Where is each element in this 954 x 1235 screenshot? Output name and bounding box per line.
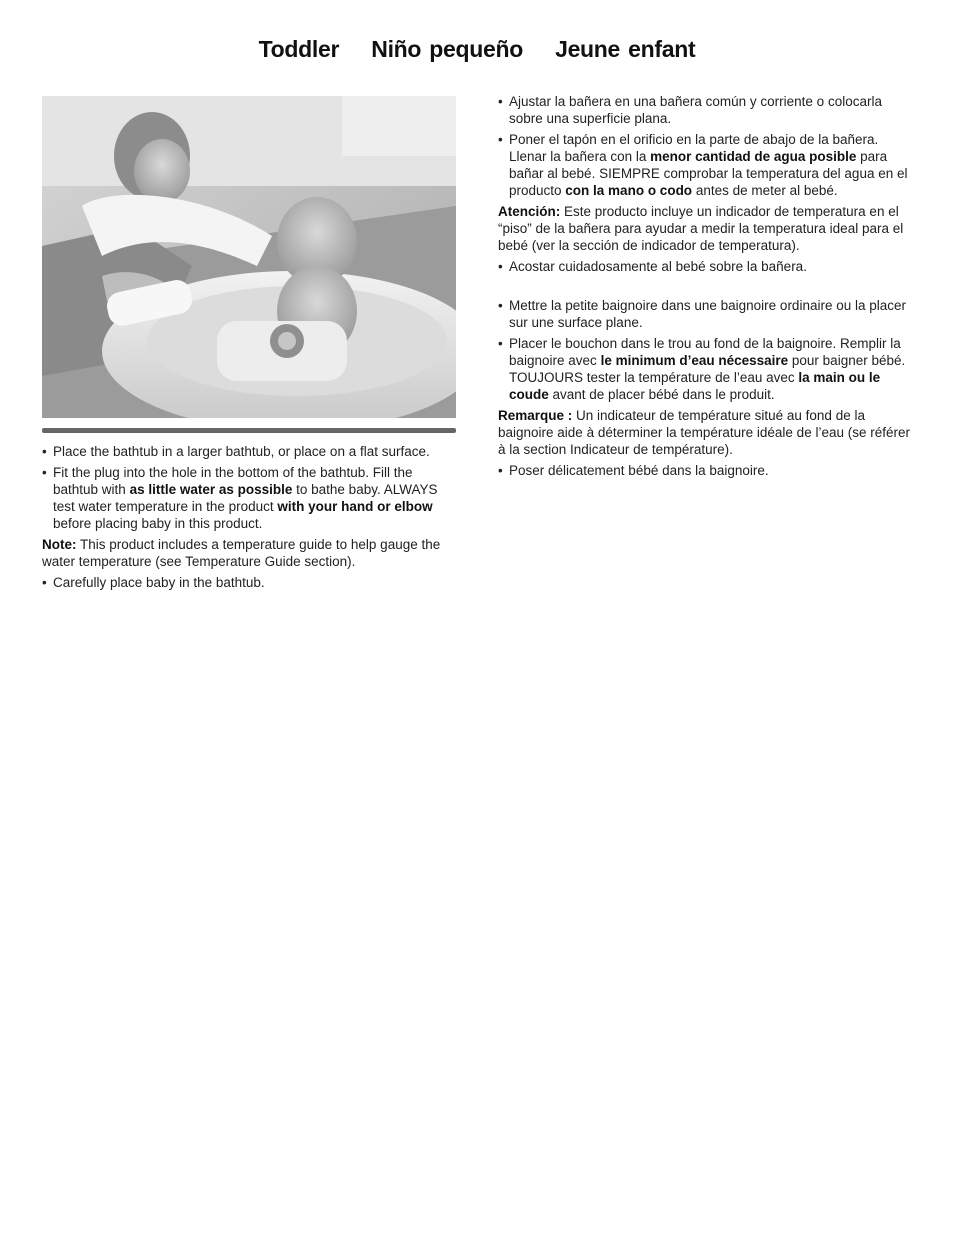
spacer	[498, 279, 912, 297]
page-title	[0, 36, 954, 63]
spanish-instructions	[498, 93, 912, 275]
title-english: Toddler	[258, 36, 340, 62]
spanish-french-instructions	[498, 93, 912, 483]
english-instructions	[42, 443, 458, 595]
title-french: Jeune enfant	[555, 36, 696, 62]
french-instructions	[498, 297, 912, 479]
title-spanish: Niño pequeño	[371, 36, 523, 62]
list-item: • Acostar cuidadosamente al bebé sobre la bañera.	[498, 258, 912, 275]
list-item: • Place the bathtub in a larger bathtub, or place on a flat surface.	[42, 443, 458, 460]
list-item: • Poner el tapón en el orificio en la parte de abajo de la bañera. Llenar la bañera con la menor cantidad de agua posible para bañar al bebé. SIEMPRE comprobar la temperatura del agua en el producto con la mano o codo antes de meter al bebé.	[498, 131, 912, 199]
note-paragraph: Note: This product includes a temperature guide to help gauge the water temperature (see Temperature Guide section).	[42, 537, 441, 569]
note-paragraph: Remarque : Un indicateur de température situé au fond de la baignoire aide à déterminer la température idéale de l’eau (se référer à la section Indicateur de température).	[498, 408, 910, 457]
photo-mother-bathing-baby-icon	[42, 96, 456, 418]
list-item: • Mettre la petite baignoire dans une baignoire ordinaire ou la placer sur une surface plane.	[498, 297, 912, 331]
list-item: • Carefully place baby in the bathtub.	[42, 574, 458, 591]
note-paragraph: Atención: Este producto incluye un indicador de temperatura en el “piso” de la bañera para ayudar a medir la temperatura ideal para el bebé (ver la sección de indicador de temperatura).	[498, 204, 904, 253]
section-divider	[42, 428, 456, 433]
list-item: • Poser délicatement bébé dans la baignoire.	[498, 462, 912, 479]
list-item: • Placer le bouchon dans le trou au fond de la baignoire. Remplir la baignoire avec le minimum d’eau nécessaire pour baigner bébé. TOUJOURS tester la température de l’eau avec la main ou le coude avant de placer bébé dans le produit.	[498, 335, 912, 403]
list-item: • Fit the plug into the hole in the bottom of the bathtub. Fill the bathtub with as little water as possible to bathe baby. ALWAYS test water temperature in the product with your hand or elbow before placing baby in this product.	[42, 464, 458, 532]
list-item: • Ajustar la bañera en una bañera común y corriente o colocarla sobre una superficie plana.	[498, 93, 912, 127]
bathing-photo	[42, 96, 456, 418]
